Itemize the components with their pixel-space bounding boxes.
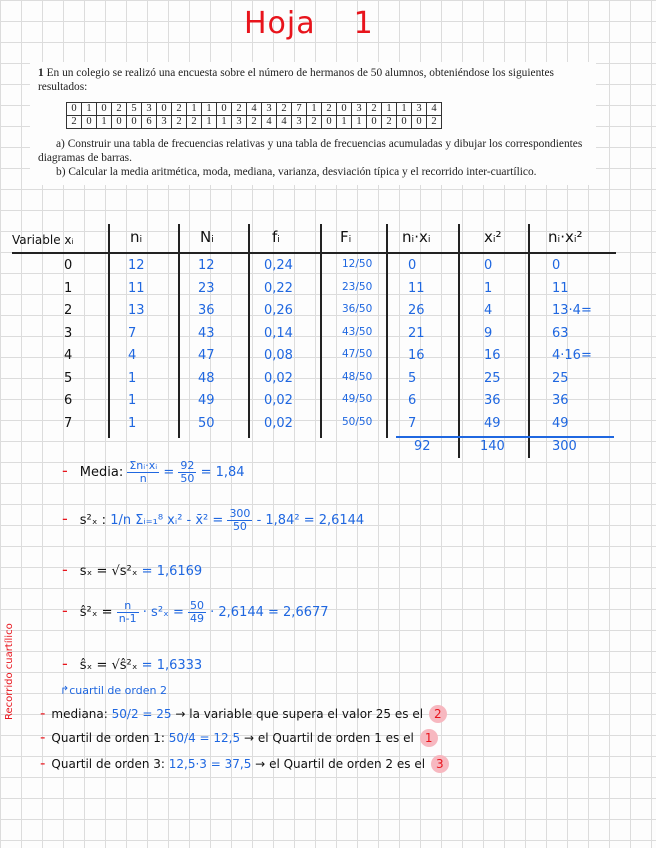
header-ni: nᵢ bbox=[130, 228, 143, 246]
raw-data-table bbox=[66, 102, 442, 129]
raw-data-cell: 3 bbox=[142, 103, 157, 116]
table-cell-F: 47/50 bbox=[342, 348, 373, 360]
raw-data-cell: 1 bbox=[82, 103, 97, 116]
raw-data-cell: 1 bbox=[352, 116, 367, 129]
table-cell-x: 3 bbox=[64, 325, 73, 341]
table-cell-f: 0,02 bbox=[264, 415, 293, 431]
table-cell-nx: 11 bbox=[408, 280, 425, 296]
raw-data-cell: 4 bbox=[277, 116, 292, 129]
table-cell-x2: 49 bbox=[484, 415, 501, 431]
media-formula: - Media: $\frac{\text{Σnᵢ·xᵢ}}{n}$ = $\frac{92}{50}$ = 1,84 bbox=[62, 459, 245, 485]
variance-fraction: $\frac{300}{50}$ bbox=[229, 507, 251, 533]
table-cell-x2: 25 bbox=[484, 370, 501, 386]
quasistd-label: ŝₓ = √ŝ²ₓ bbox=[79, 658, 138, 673]
raw-data-cell: 1 bbox=[397, 103, 412, 116]
raw-data-cell: 0 bbox=[367, 116, 382, 129]
table-cell-F: 43/50 bbox=[342, 325, 373, 338]
table-cell-nx2: 49 bbox=[552, 415, 569, 431]
media-definition: $\frac{\text{Σnᵢ·xᵢ}}{n}$ bbox=[129, 459, 158, 485]
part-a: a) Construir una tabla de frecuencias relativas y una tabla de frecuencias acumuladas y dibujar los correspondientes diagramas de barras. bbox=[38, 138, 583, 164]
table-cell-f: 0,22 bbox=[264, 280, 293, 296]
table-cell-x: 7 bbox=[64, 415, 73, 431]
header-nixi: nᵢ·xᵢ bbox=[402, 228, 431, 246]
raw-data-row-2 bbox=[67, 116, 442, 129]
table-cell-N: 47 bbox=[198, 348, 215, 363]
table-cell-n: 1 bbox=[128, 393, 137, 408]
q3-text: el Quartil de orden 2 es el bbox=[269, 757, 426, 771]
median-badge: 2 bbox=[429, 705, 447, 723]
table-cell-nx: 5 bbox=[408, 370, 417, 386]
stddev-label: sₓ = √s²ₓ bbox=[79, 564, 138, 579]
table-cell-F: 50/50 bbox=[342, 415, 373, 428]
raw-data-cell: 0 bbox=[322, 116, 337, 129]
raw-data-cell: 2 bbox=[232, 103, 247, 116]
title-word: Hoja bbox=[244, 6, 316, 41]
raw-data-cell: 2 bbox=[247, 116, 262, 129]
table-cell-f: 0,14 bbox=[264, 325, 293, 341]
q1-label: Quartil de orden 1: bbox=[51, 731, 165, 745]
quasivariance-fraction-2: $\frac{50}{49}$ bbox=[189, 599, 204, 625]
raw-data-cell: 4 bbox=[262, 116, 277, 129]
raw-data-cell: 0 bbox=[127, 116, 142, 129]
table-cell-x: 1 bbox=[64, 280, 73, 296]
table-cell-N: 12 bbox=[198, 258, 215, 273]
table-cell-N: 50 bbox=[198, 415, 215, 431]
raw-data-cell: 3 bbox=[352, 103, 367, 116]
raw-data-cell: 0 bbox=[97, 103, 112, 116]
table-cell-N: 48 bbox=[198, 370, 215, 386]
page-title bbox=[244, 6, 374, 41]
raw-data-cell: 0 bbox=[337, 103, 352, 116]
median-line: - mediana: 50/2 = 25 → la variable que supera el valor 25 es el 2 bbox=[40, 704, 447, 723]
table-divider bbox=[108, 224, 110, 438]
median-text: la variable que supera el valor 25 es el bbox=[189, 707, 424, 721]
media-label: Media: bbox=[79, 465, 124, 480]
raw-data-cell: 2 bbox=[172, 116, 187, 129]
quasivariance-result: · 2,6144 = 2,6677 bbox=[210, 605, 329, 620]
raw-data-cell: 1 bbox=[202, 116, 217, 129]
raw-data-cell: 0 bbox=[112, 116, 127, 129]
table-cell-x2: 0 bbox=[484, 258, 493, 273]
table-cell-nx2: 4·16= bbox=[552, 348, 592, 363]
table-divider bbox=[386, 224, 388, 438]
raw-data-cell: 0 bbox=[217, 103, 232, 116]
media-value-fraction: $\frac{92}{50}$ bbox=[180, 459, 195, 485]
table-header-rule bbox=[12, 252, 616, 254]
table-cell-nx: 0 bbox=[408, 258, 417, 273]
table-divider bbox=[178, 224, 180, 438]
q3-label: Quartil de orden 3: bbox=[51, 757, 165, 771]
raw-data-cell: 0 bbox=[67, 103, 82, 116]
table-cell-n: 12 bbox=[128, 258, 145, 273]
raw-data-cell: 2 bbox=[367, 103, 382, 116]
median-label: mediana: bbox=[51, 707, 108, 721]
table-cell-N: 43 bbox=[198, 325, 215, 341]
raw-data-cell: 7 bbox=[292, 103, 307, 116]
table-cell-nx: 6 bbox=[408, 393, 417, 408]
quasistd-formula: - ŝₓ = √ŝ²ₓ = 1,6333 bbox=[62, 654, 203, 673]
raw-data-cell: 6 bbox=[142, 116, 157, 129]
table-cell-nx2: 63 bbox=[552, 325, 569, 341]
quartile-note: ↱cuartil de orden 2 bbox=[60, 684, 167, 697]
quasivariance-formula: - ŝ²ₓ = $\frac{n}{n-1}$ · s²ₓ = $\frac{50}{49}$ · 2,6144 = 2,6677 bbox=[62, 599, 329, 625]
table-divider bbox=[248, 224, 250, 438]
median-calc: 50/2 = 25 bbox=[111, 707, 172, 721]
q1-text: el Quartil de orden 1 es el bbox=[257, 731, 414, 745]
title-number: 1 bbox=[353, 6, 374, 41]
table-cell-n: 11 bbox=[128, 280, 145, 296]
raw-data-cell: 0 bbox=[412, 116, 427, 129]
table-cell-F: 36/50 bbox=[342, 303, 373, 315]
total-nixi2: 300 bbox=[552, 439, 577, 454]
table-cell-f: 0,24 bbox=[264, 258, 293, 273]
table-cell-x2: 9 bbox=[484, 325, 493, 341]
table-cell-x: 4 bbox=[64, 348, 73, 363]
variance-formula: - s²ₓ : 1/n Σᵢ₌₁⁸ xᵢ² - x̄² = $\frac{300}{50}$ - 1,84² = 2,6144 bbox=[62, 507, 365, 533]
raw-data-cell: 1 bbox=[202, 103, 217, 116]
raw-data-cell: 2 bbox=[307, 116, 322, 129]
raw-data-cell: 2 bbox=[172, 103, 187, 116]
header-fi: fᵢ bbox=[272, 228, 280, 246]
table-cell-x2: 36 bbox=[484, 393, 501, 408]
raw-data-cell: 1 bbox=[382, 103, 397, 116]
quasivariance-mid: · s²ₓ = bbox=[142, 605, 184, 620]
variance-result: - 1,84² = 2,6144 bbox=[256, 513, 365, 528]
table-cell-nx2: 13·4= bbox=[552, 303, 592, 318]
header-Fi: Fᵢ bbox=[340, 228, 352, 246]
total-xi2: 140 bbox=[480, 439, 505, 454]
raw-data-cell: 0 bbox=[82, 116, 97, 129]
raw-data-cell: 2 bbox=[277, 103, 292, 116]
q1-badge: 1 bbox=[420, 729, 438, 747]
raw-data-cell: 1 bbox=[307, 103, 322, 116]
raw-data-cell: 2 bbox=[322, 103, 337, 116]
table-cell-x: 0 bbox=[64, 258, 73, 273]
quasivariance-fraction: $\frac{n}{n-1}$ bbox=[118, 599, 137, 625]
table-cell-x: 5 bbox=[64, 370, 73, 386]
table-cell-F: 49/50 bbox=[342, 393, 373, 405]
q3-badge: 3 bbox=[431, 755, 449, 773]
header-variable: Variable xᵢ bbox=[12, 233, 74, 247]
raw-data-cell: 3 bbox=[292, 116, 307, 129]
raw-data-cell: 3 bbox=[157, 116, 172, 129]
raw-data-cell: 2 bbox=[187, 116, 202, 129]
table-cell-nx2: 0 bbox=[552, 258, 561, 273]
raw-data-cell: 0 bbox=[157, 103, 172, 116]
raw-data-cell: 2 bbox=[67, 116, 82, 129]
media-result: = 1,84 bbox=[200, 465, 245, 480]
raw-data-cell: 1 bbox=[217, 116, 232, 129]
variance-expression: 1/n Σᵢ₌₁⁸ xᵢ² - x̄² = bbox=[110, 513, 224, 528]
table-cell-nx2: 11 bbox=[552, 280, 569, 296]
table-cell-x2: 1 bbox=[484, 280, 493, 296]
raw-data-cell: 1 bbox=[337, 116, 352, 129]
table-cell-x2: 16 bbox=[484, 348, 501, 363]
table-cell-n: 4 bbox=[128, 348, 137, 363]
table-cell-N: 49 bbox=[198, 393, 215, 408]
raw-data-row-1 bbox=[67, 103, 442, 116]
table-cell-n: 1 bbox=[128, 370, 137, 386]
header-nixi2: nᵢ·xᵢ² bbox=[548, 228, 583, 246]
recorrido-side-label: Recorrido cuartílico bbox=[4, 623, 15, 720]
quasistd-result: = 1,6333 bbox=[141, 658, 203, 673]
total-nixi: 92 bbox=[414, 439, 431, 454]
table-cell-nx: 26 bbox=[408, 303, 425, 318]
table-cell-F: 48/50 bbox=[342, 370, 373, 383]
table-divider bbox=[458, 224, 460, 458]
raw-data-cell: 1 bbox=[187, 103, 202, 116]
table-cell-x: 2 bbox=[64, 303, 73, 318]
table-divider bbox=[320, 224, 322, 438]
table-cell-F: 12/50 bbox=[342, 258, 373, 270]
problem-intro: En un colegio se realizó una encuesta sobre el número de hermanos de 50 alumnos, obteniéndose los siguientes resultados: bbox=[38, 67, 554, 93]
table-cell-nx: 7 bbox=[408, 415, 417, 431]
table-cell-N: 36 bbox=[198, 303, 215, 318]
raw-data-cell: 2 bbox=[112, 103, 127, 116]
quasivariance-label: ŝ²ₓ = bbox=[79, 605, 113, 620]
q1-line: - Quartil de orden 1: 50/4 = 12,5 → el Quartil de orden 1 es el 1 bbox=[40, 728, 438, 747]
stddev-formula: - sₓ = √s²ₓ = 1,6169 bbox=[62, 560, 203, 579]
table-cell-n: 7 bbox=[128, 325, 137, 341]
totals-rule bbox=[396, 436, 614, 438]
table-cell-F: 23/50 bbox=[342, 280, 373, 293]
stddev-result: = 1,6169 bbox=[141, 564, 203, 579]
q1-calc: 50/4 = 12,5 bbox=[168, 731, 241, 745]
raw-data-cell: 4 bbox=[427, 103, 442, 116]
table-cell-nx2: 36 bbox=[552, 393, 569, 408]
header-xi2: xᵢ² bbox=[484, 228, 502, 246]
raw-data-cell: 2 bbox=[382, 116, 397, 129]
q3-line: - Quartil de orden 3: 12,5·3 = 37,5 → el Quartil de orden 2 es el 3 bbox=[40, 754, 449, 773]
raw-data-cell: 0 bbox=[397, 116, 412, 129]
table-cell-n: 13 bbox=[128, 303, 145, 318]
raw-data-cell: 1 bbox=[97, 116, 112, 129]
table-cell-nx2: 25 bbox=[552, 370, 569, 386]
table-cell-x2: 4 bbox=[484, 303, 493, 318]
raw-data-cell: 3 bbox=[262, 103, 277, 116]
raw-data-cell: 3 bbox=[232, 116, 247, 129]
problem-number: 1 bbox=[38, 67, 44, 79]
variance-label: s²ₓ : bbox=[79, 513, 107, 528]
raw-data-cell: 4 bbox=[247, 103, 262, 116]
table-cell-N: 23 bbox=[198, 280, 215, 296]
table-cell-n: 1 bbox=[128, 415, 137, 431]
table-cell-f: 0,02 bbox=[264, 393, 293, 408]
problem-statement bbox=[30, 62, 596, 185]
table-cell-f: 0,08 bbox=[264, 348, 293, 363]
part-b: b) Calcular la media aritmética, moda, mediana, varianza, desviación típica y el recorrido inter-cuartílico. bbox=[56, 166, 537, 178]
raw-data-cell: 3 bbox=[412, 103, 427, 116]
table-divider bbox=[528, 224, 530, 458]
table-cell-nx: 16 bbox=[408, 348, 425, 363]
table-cell-nx: 21 bbox=[408, 325, 425, 341]
raw-data-cell: 2 bbox=[427, 116, 442, 129]
q3-calc: 12,5·3 = 37,5 bbox=[168, 757, 252, 771]
table-cell-f: 0,26 bbox=[264, 303, 293, 318]
raw-data-cell: 5 bbox=[127, 103, 142, 116]
table-cell-f: 0,02 bbox=[264, 370, 293, 386]
table-cell-x: 6 bbox=[64, 393, 73, 408]
header-Ni: Nᵢ bbox=[200, 228, 214, 246]
